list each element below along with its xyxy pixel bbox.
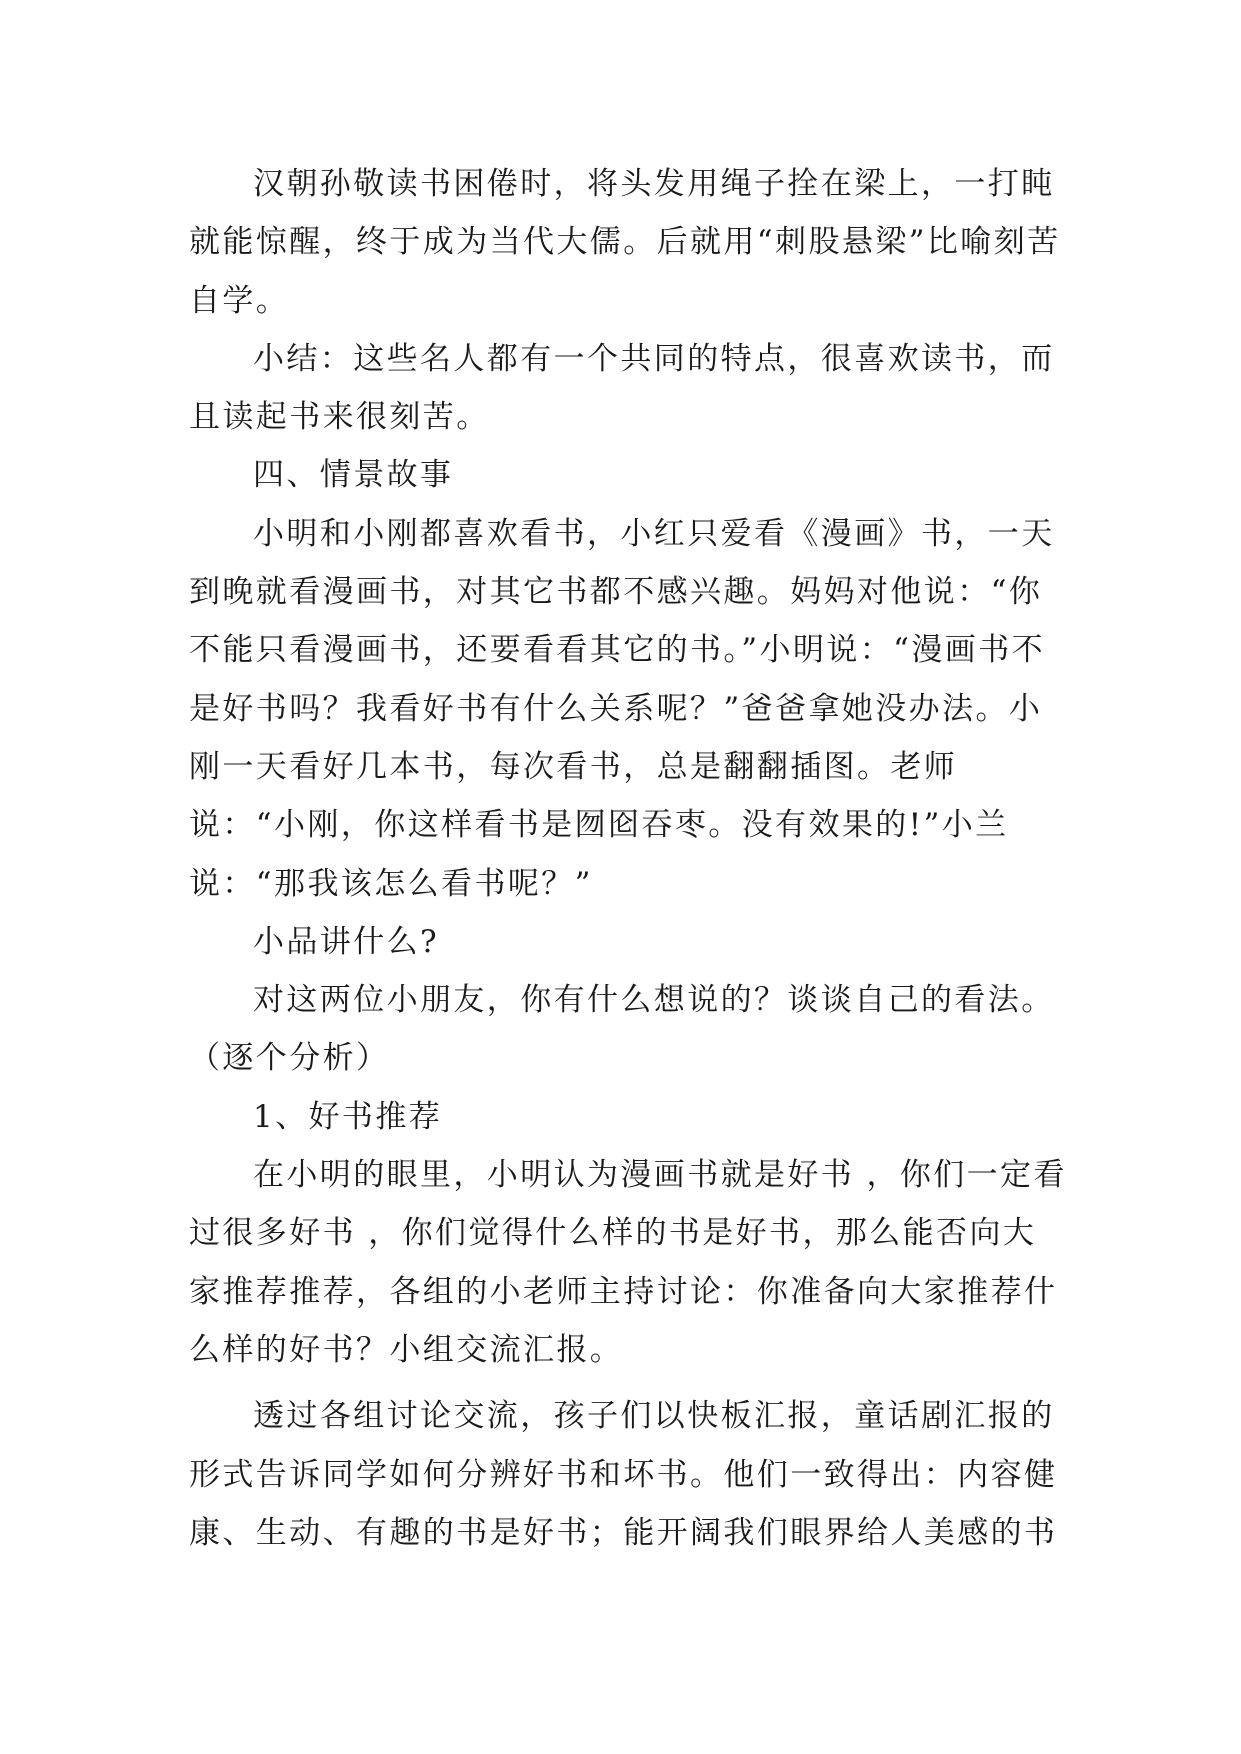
paragraph-skit-question: 小品讲什么? <box>253 923 440 960</box>
subheading-book-recommendation: 1、好书推荐 <box>253 1098 443 1135</box>
paragraph-analysis-note: （逐个分析） <box>189 1040 390 1077</box>
paragraph-group-discussion: 透过各组讨论交流，孩子们以快板汇报，童话剧汇报的形式告诉同学如何分辨好书和坏书。他们一致得出：内容健康、生动、有趣的书是好书；能开阔我们眼界给人美感的书 <box>189 1398 1058 1551</box>
document-body <box>189 155 1069 1562</box>
paragraph-opinion-question: 对这两位小朋友，你有什么想说的？谈谈自己的看法。 <box>253 982 1055 1019</box>
paragraph-summary: 小结：这些名人都有一个共同的特点，很喜欢读书，而且读起书来很刻苦。 <box>189 340 1055 436</box>
paragraph-scenario-story: 小明和小刚都喜欢看书，小红只爱看《漫画》书，一天到晚就看漫画书，对其它书都不感兴趣。妈妈对他说：“你不能只看漫画书，还要看看其它的书。”小明说：“漫画书不是好书吗？我看好书有什么关系呢？”爸爸拿她没办法。小刚一天看好几本书，每次看书，总是翻翻插图。老师说：“小刚，你这样看书是囫囵吞枣。没有效果的!”小兰说：“那我该怎么看书呢？” <box>189 515 1055 902</box>
paragraph-sun-jing-story: 汉朝孙敬读书困倦时，将头发用绳子拴在梁上，一打盹就能惊醒，终于成为当代大儒。后就用“刺股悬梁”比喻刻苦自学。 <box>189 166 1061 319</box>
section-heading-scenario-story: 四、情景故事 <box>253 457 454 494</box>
paragraph-book-recommendation: 在小明的眼里，小明认为漫画书就是好书 ，你们一定看过很多好书 ，你们觉得什么样的书是好书，那么能否向大家推荐推荐，各组的小老师主持讨论：你准备向大家推荐什么样的好书？小组交流汇报。 <box>189 1157 1067 1368</box>
